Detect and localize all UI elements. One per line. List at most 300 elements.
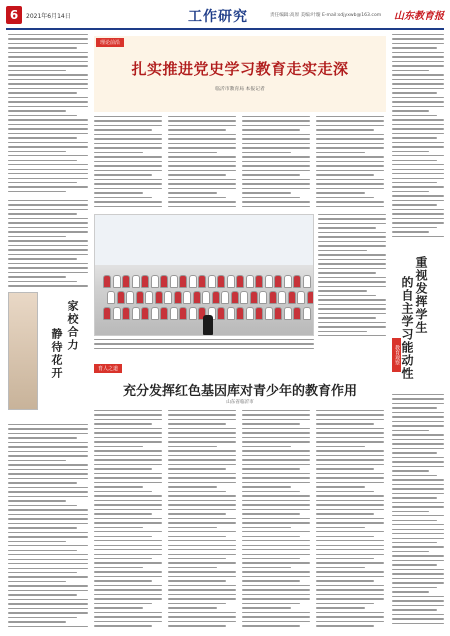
text-line (94, 625, 152, 626)
text-line (392, 403, 444, 404)
text-line (8, 101, 88, 102)
text-line (392, 430, 429, 431)
text-line (94, 459, 162, 460)
text-line (318, 263, 386, 264)
text-line (316, 531, 384, 532)
text-line (8, 469, 88, 470)
text-line (94, 183, 162, 184)
choir-child (288, 291, 296, 304)
text-line (318, 227, 376, 228)
text-line (318, 272, 376, 273)
text-line (242, 165, 310, 166)
text-line (392, 609, 437, 610)
text-line (316, 616, 384, 617)
text-line (316, 165, 384, 166)
text-line (242, 621, 310, 622)
text-line (392, 515, 444, 516)
stage-backdrop (95, 215, 314, 265)
text-line (392, 407, 437, 408)
text-line (8, 585, 88, 586)
text-line (242, 459, 310, 460)
text-line (242, 450, 310, 451)
text-line (168, 437, 236, 438)
choir-child (179, 275, 187, 288)
text-line (392, 506, 444, 507)
text-line (168, 571, 236, 572)
text-line (8, 527, 77, 528)
text-line (316, 585, 384, 586)
body-column (168, 410, 236, 630)
text-line (316, 129, 374, 130)
main-article-body (94, 116, 386, 211)
text-line (94, 446, 143, 447)
text-line (318, 223, 386, 224)
text-line (392, 124, 444, 125)
text-line (94, 576, 162, 577)
choir-child (231, 291, 239, 304)
text-line (316, 468, 374, 469)
choir-child (265, 307, 273, 320)
text-line (392, 227, 437, 228)
choir-child (183, 291, 191, 304)
text-line (392, 497, 437, 498)
text-line (316, 450, 384, 451)
text-line (8, 433, 88, 434)
choir-child (303, 307, 311, 320)
text-line (392, 421, 444, 422)
text-line (94, 518, 162, 519)
text-line (242, 455, 310, 456)
header-rule (6, 28, 444, 30)
text-line (316, 152, 365, 153)
text-line (94, 567, 143, 568)
text-line (8, 603, 88, 604)
text-line (316, 134, 384, 135)
text-line (8, 281, 77, 282)
text-line (392, 178, 444, 179)
choir-child (107, 291, 115, 304)
text-line (94, 607, 143, 608)
text-line (94, 152, 143, 153)
text-line (392, 448, 444, 449)
text-line (8, 249, 88, 250)
text-line (8, 146, 88, 147)
text-line (8, 500, 66, 501)
text-line (168, 428, 236, 429)
text-line (8, 254, 88, 255)
right-column-text (392, 394, 444, 627)
text-line (316, 500, 384, 501)
body-column (94, 116, 162, 210)
text-line (168, 513, 226, 514)
text-line (168, 206, 236, 207)
text-line (94, 562, 162, 563)
text-line (94, 473, 162, 474)
text-line (316, 174, 374, 175)
text-line (8, 617, 77, 618)
text-line (392, 564, 437, 565)
text-line (8, 137, 77, 138)
text-line (318, 286, 386, 287)
text-line (392, 618, 444, 619)
text-line (242, 183, 310, 184)
text-line (94, 545, 162, 546)
text-line (316, 518, 384, 519)
text-line (94, 491, 152, 492)
issue-date: 2021年6月14日 (26, 13, 71, 20)
text-line (316, 414, 384, 415)
text-line (168, 432, 236, 433)
text-line (392, 546, 444, 547)
choir-child (164, 291, 172, 304)
text-line (392, 204, 437, 205)
text-line (8, 541, 66, 542)
text-line (318, 250, 367, 251)
text-line (8, 227, 88, 228)
editor-meta: 责任编辑:高原 美编:叶璇 E-mail:sdjyxwb@163.com (270, 13, 382, 18)
text-line (242, 549, 310, 550)
text-line (392, 461, 444, 462)
choir-child (240, 291, 248, 304)
text-line (392, 182, 437, 183)
text-line (392, 142, 444, 143)
text-line (242, 625, 300, 626)
text-line (94, 536, 152, 537)
text-line (316, 536, 374, 537)
text-line (8, 38, 88, 39)
text-line (8, 124, 88, 125)
text-line (392, 605, 444, 606)
text-line (242, 598, 310, 599)
text-line (392, 398, 444, 399)
text-line (94, 527, 143, 528)
body-column (94, 410, 162, 630)
text-line (168, 473, 236, 474)
text-line (316, 486, 365, 487)
text-line (94, 477, 162, 478)
text-line (392, 173, 444, 174)
text-line (94, 464, 162, 465)
text-line (168, 138, 236, 139)
text-line (242, 464, 310, 465)
text-line (8, 581, 66, 582)
text-line (94, 188, 162, 189)
text-line (242, 473, 310, 474)
text-line (94, 192, 143, 193)
text-line (242, 580, 300, 581)
text-line (392, 479, 444, 480)
text-line (8, 97, 88, 98)
text-line (392, 146, 444, 147)
text-line (316, 125, 384, 126)
text-line (94, 612, 162, 613)
text-line (94, 603, 152, 604)
text-line (8, 164, 88, 165)
text-line (94, 509, 162, 510)
text-line (242, 188, 310, 189)
text-line (318, 295, 376, 296)
text-line (392, 70, 429, 71)
text-line (316, 473, 384, 474)
choir-child (221, 291, 229, 304)
text-line (94, 455, 162, 456)
text-line (168, 183, 236, 184)
text-line (168, 598, 236, 599)
text-line (8, 61, 88, 62)
text-line (8, 222, 88, 223)
choir-child (155, 291, 163, 304)
text-line (242, 116, 310, 117)
text-line (168, 603, 226, 604)
right-headline-line1: 重视发挥学生 (414, 256, 428, 334)
text-line (392, 470, 429, 471)
text-line (168, 464, 236, 465)
text-line (242, 567, 291, 568)
text-line (8, 160, 77, 161)
text-line (8, 487, 88, 488)
choir-child (103, 307, 111, 320)
text-line (242, 206, 310, 207)
text-line (94, 428, 162, 429)
choir-child (103, 275, 111, 288)
text-line (392, 119, 444, 120)
text-line (94, 495, 162, 496)
text-line (8, 236, 66, 237)
choir-child (236, 307, 244, 320)
text-line (316, 143, 384, 144)
text-line (316, 206, 384, 207)
text-line (392, 394, 444, 395)
choir-child (202, 291, 210, 304)
text-line (316, 410, 384, 411)
choir-child (193, 291, 201, 304)
text-line (318, 313, 386, 314)
text-line (168, 120, 236, 121)
choir-child (274, 275, 282, 288)
text-line (8, 532, 88, 533)
text-line (168, 509, 236, 510)
text-line (168, 423, 226, 424)
text-line (242, 410, 310, 411)
text-line (242, 545, 310, 546)
text-line (318, 331, 367, 332)
text-line (8, 509, 88, 510)
text-line (8, 576, 88, 577)
text-line (94, 571, 162, 572)
choir-child (189, 275, 197, 288)
choir-child (151, 307, 159, 320)
choir-child (136, 291, 144, 304)
text-line (94, 201, 162, 202)
text-line (316, 161, 384, 162)
text-line (318, 326, 386, 327)
text-line (8, 191, 66, 192)
text-line (316, 491, 374, 492)
text-line (242, 446, 291, 447)
text-line (94, 134, 162, 135)
choir-child (303, 275, 311, 288)
text-line (8, 106, 88, 107)
text-line (168, 540, 236, 541)
text-line (392, 591, 429, 592)
text-line (168, 174, 226, 175)
text-line (8, 133, 88, 134)
text-line (168, 504, 236, 505)
text-line (8, 119, 88, 120)
text-line (242, 477, 310, 478)
text-line (316, 147, 384, 148)
text-line (8, 88, 88, 89)
text-line (242, 531, 310, 532)
text-line (8, 173, 88, 174)
text-line (168, 558, 226, 559)
body-column (242, 410, 310, 630)
text-line (392, 74, 444, 75)
text-line (318, 259, 386, 260)
text-line (8, 186, 88, 187)
text-line (94, 348, 314, 349)
text-line (8, 258, 77, 259)
text-line (8, 34, 88, 35)
text-line (392, 578, 444, 579)
text-line (242, 161, 310, 162)
text-line (168, 527, 217, 528)
text-line (8, 128, 88, 129)
text-line (392, 524, 444, 525)
text-line (168, 545, 236, 546)
text-line (168, 576, 236, 577)
choir-child (160, 307, 168, 320)
text-line (168, 170, 236, 171)
text-line (8, 70, 66, 71)
text-line (94, 437, 162, 438)
text-line (392, 416, 444, 417)
text-line (392, 213, 444, 214)
text-line (8, 460, 66, 461)
text-line (168, 459, 236, 460)
text-line (392, 83, 444, 84)
text-line (168, 143, 236, 144)
text-line (8, 442, 88, 443)
body-column (242, 116, 310, 210)
text-line (316, 156, 384, 157)
text-line (94, 513, 152, 514)
text-line (316, 428, 384, 429)
text-line (94, 450, 162, 451)
text-line (168, 468, 226, 469)
text-line (8, 473, 88, 474)
text-line (168, 446, 217, 447)
choir-child (293, 307, 301, 320)
text-line (168, 450, 236, 451)
text-line (8, 272, 88, 273)
text-line (242, 129, 300, 130)
right-article-tag: 教育观察 (392, 338, 401, 372)
text-line (94, 174, 152, 175)
text-line (8, 276, 66, 277)
left-headline (40, 300, 86, 420)
text-line (8, 43, 88, 44)
text-line (94, 621, 162, 622)
text-line (8, 115, 77, 116)
text-line (318, 218, 386, 219)
text-line (168, 500, 236, 501)
text-line (392, 52, 444, 53)
text-line (168, 616, 236, 617)
text-line (392, 533, 444, 534)
text-line (8, 608, 88, 609)
text-line (392, 195, 444, 196)
text-line (168, 477, 236, 478)
text-line (94, 616, 162, 617)
choir-child (208, 275, 216, 288)
text-line (8, 478, 88, 479)
choir-child (217, 307, 225, 320)
side-text (318, 214, 386, 340)
text-line (316, 549, 384, 550)
text-line (168, 152, 217, 153)
text-line (392, 43, 444, 44)
text-line (8, 482, 77, 483)
text-line (392, 106, 444, 107)
text-line (392, 38, 444, 39)
text-line (392, 538, 444, 539)
text-line (392, 542, 437, 543)
text-line (316, 192, 365, 193)
text-line (242, 437, 310, 438)
text-line (242, 423, 300, 424)
text-line (392, 209, 444, 210)
text-line (94, 156, 162, 157)
text-line (8, 155, 88, 156)
text-line (392, 169, 444, 170)
text-line (8, 496, 88, 497)
text-line (168, 567, 217, 568)
text-line (168, 607, 217, 608)
text-line (316, 589, 384, 590)
choir-child (278, 291, 286, 304)
text-line (242, 504, 310, 505)
text-line (316, 477, 384, 478)
text-line (318, 245, 386, 246)
text-line (392, 457, 444, 458)
text-line (94, 410, 162, 411)
text-line (392, 128, 444, 129)
text-line (168, 161, 236, 162)
left-column-text (8, 424, 88, 630)
text-line (242, 125, 310, 126)
choir-child (269, 291, 277, 304)
text-line (8, 437, 77, 438)
text-line (168, 625, 226, 626)
choir-child (259, 291, 267, 304)
choir-photo (94, 214, 314, 336)
choir-child (113, 275, 121, 288)
text-line (316, 598, 384, 599)
text-line (242, 522, 310, 523)
text-line (392, 34, 444, 35)
text-line (168, 486, 217, 487)
text-line (242, 468, 300, 469)
text-line (242, 607, 291, 608)
text-line (392, 97, 444, 98)
choir-child (179, 307, 187, 320)
text-line (94, 486, 143, 487)
choir-child (145, 291, 153, 304)
text-line (392, 151, 429, 152)
text-line (8, 626, 88, 627)
choir-child (217, 275, 225, 288)
